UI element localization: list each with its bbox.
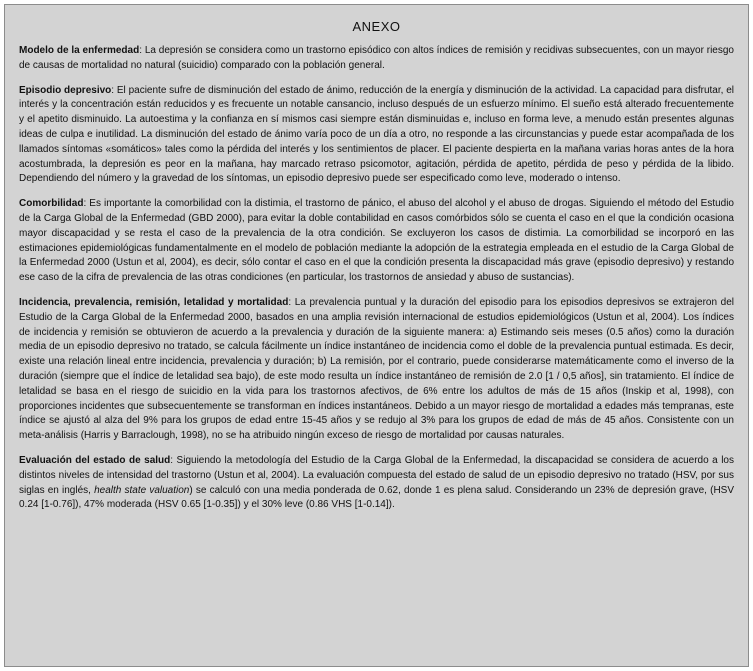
section-text: : Es importante la comorbilidad con la distimia, el trastorno de pánico, el abuso del alcohol y el abuso de drogas. Siguiendo el método del Estudio de la Carga Global de la Enfermedad (GBD 2000), para evitar la doble contabilidad en casos comórbidos sólo se cuenta el caso en el que la condición ocasiona mayor discapacidad y se resta el caso de la prevalencia de la otra condición. Se excluyeron los casos de distimia. La comorbilidad se incorporó en las estimaciones epidemiológicas fundamentalmente en el modelo de población mediante la adopción de la estrategia empleada en el estudio de la Carga Global de la Enfermedad 2000 (Ustun et al, 2004), es decir, sólo contar el caso en el que la condición presenta la discapacidad más grave (episodio depresivo) y restando ese caso de la cifra de prevalencia de las otras condiciones (en particular, los trastornos de ansiedad y abuso de sustancias).: [19, 198, 734, 284]
section-heading: Evaluación del estado de salud: [19, 454, 171, 466]
section-heading: Incidencia, prevalencia, remisión, letalidad y mortalidad: [19, 296, 289, 308]
section-incidencia: [19, 296, 734, 444]
section-text: : La prevalencia puntual y la duración del episodio para los episodios depresivos se extrajeron del Estudio de la Carga Global de la Enfermedad 2000, basados en una amplia revisión internacional de estudios epidemiológicos (Ustun et al, 2004). Los índices de incidencia y remisión se obtuvieron de acuerdo a la prevalencia y duración de la siguiente manera: a) Estimando seis meses (0.5 años) como la duración media de un episodio depresivo no tratado, se calcula fácilmente un índice instantáneo de incidencia como el doble de la prevalencia puntual estimada. Es decir, existe una relación lineal entre incidencia, prevalencia y duración; b) La remisión, por el contrario, puede considerarse matemáticamente como el inverso de la duración (siempre que el índice de letalidad sea bajo), de este modo resulta un índice instantáneo de remisión de 2.0 [1 / 0,5 años], sin tratamiento. El índice de letalidad se basa en el riesgo de suicidio en la vida para los trastornos afectivos, de 6% entre los adultos de más de 15 años (Inskip et al, 1998), con proporciones incidentes que subsecuentemente se transforman en índices instantáneos. Debido a un mayor riesgo de mortalidad a edades más tempranas, este índice se ajustó al alza del 9% para los grupos de edad entre 15-45 años y se redujo al 3% para los grupos de edad de más de 45 años. Consistente con un meta-análisis (Harris y Barraclough, 1998), no se ha atribuido ningún exceso de riesgo de mortalidad por causas naturales.: [19, 296, 735, 442]
section-heading: Comorbilidad: [19, 198, 84, 210]
section-text: : La depresión se considera como un trastorno episódico con altos índices de remisión y recidivas subsecuentes, con un mayor riesgo de causas de mortalidad no natural (suicidio) comparado con la población general.: [19, 45, 734, 71]
section-modelo: [19, 44, 734, 74]
annex-title: ANEXO: [352, 19, 401, 34]
section-italic-term: health state valuation: [94, 484, 190, 496]
section-heading: Episodio depresivo: [19, 84, 112, 96]
section-episodio: [19, 84, 734, 188]
section-comorbilidad: [19, 197, 734, 286]
section-text: : El paciente sufre de disminución del estado de ánimo, reducción de la energía y disminución de la actividad. La capacidad para disfrutar, el interés y la concentración están reducidos y es frecuente un notable cansancio, incluso después de un esfuerzo mínimo. El sueño está alterado frecuentemente y el apetito disminuido. La autoestima y la confianza en sí mismos casi siempre están disminuidas e, incluso en forma leve, a menudo están presentes algunas ideas de culpa e inutilidad. La disminución del estado de ánimo varía poco de un día a otro, no responde a las circunstancias y puede estar acompañada de los llamados síntomas «somáticos» tales como la pérdida del interés y los sentimientos de placer. El paciente despierta en la mañana varias horas antes de la hora acostumbrada, la depresión es peor en la mañana, hay marcado retraso psicomotor, agitación, pérdida de apetito, pérdida de peso y pérdida de la libido. Dependiendo del número y la gravedad de los síntomas, un episodio depresivo puede ser especificado como leve, moderado o intenso.: [19, 84, 734, 185]
section-heading: Modelo de la enfermedad: [19, 45, 140, 56]
section-text-after: ) se calculó con una media ponderada de 0.62, donde 1 es plena salud. Considerando un 23% de depresión grave, (HSV 0.24 [1-0.76]), 47% moderada (HSV 0.65 [1-0.35]) y el 30% leve (0.86 VHS [1-0.14]).: [19, 484, 735, 511]
section-evaluacion: [19, 454, 734, 513]
section-text: : Siguiendo la metodología del Estudio de la Carga Global de la Enfermedad, la discapacidad se considera de acuerdo a los distintos niveles de intensidad del trastorno (Ustun et al, 2004). La evaluación compuesta del estado de salud de un episodio depresivo no tratado (HSV, por sus siglas en inglés,: [19, 454, 734, 496]
annex-box: [4, 4, 749, 667]
